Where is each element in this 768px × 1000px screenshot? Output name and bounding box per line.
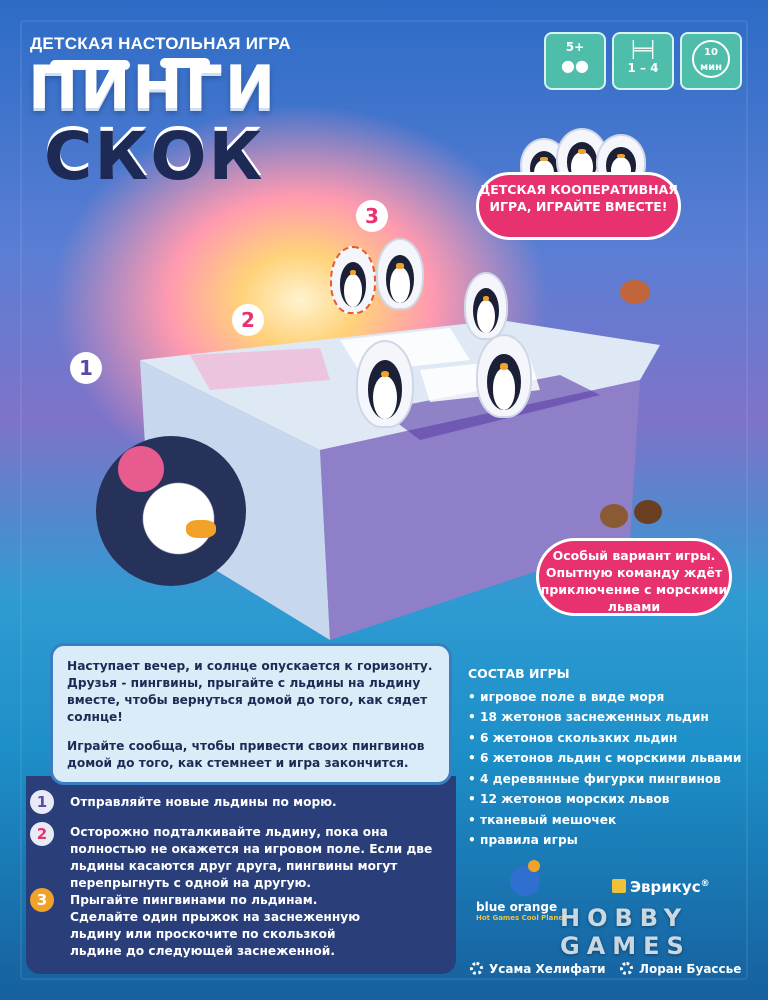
earmuff <box>118 446 164 492</box>
sea-lion-token <box>600 504 628 528</box>
family-icon: ●● <box>561 56 589 75</box>
clock-icon <box>692 40 730 78</box>
contents-item: • тканевый мешочек <box>468 810 748 831</box>
step-number: 3 <box>30 888 54 912</box>
watermark-line: GAMES <box>560 932 691 960</box>
sea-lion-token <box>634 500 662 524</box>
coop-bubble: ДЕТСКАЯ КООПЕРАТИВНАЯ ИГРА, ИГРАЙТЕ ВМЕСТЕ! <box>476 172 681 240</box>
author-name: Лоран Буассье <box>639 962 742 976</box>
age-value: 5+ <box>565 40 585 54</box>
registered-mark: ® <box>700 879 710 889</box>
step-marker-2: 2 <box>232 304 264 336</box>
penguin-figure <box>356 340 414 428</box>
contents-list <box>468 664 748 851</box>
publisher-name: Эврикус <box>630 878 701 896</box>
contents-item: • 12 жетонов морских львов <box>468 789 748 810</box>
mascot-penguin <box>96 436 246 586</box>
evrikus-face-icon <box>612 879 626 893</box>
intro-paragraph-2: Играйте сообща, чтобы привести своих пингвинов домой до того, как стемнеет и игра закончится. <box>67 739 425 770</box>
gear-icon <box>620 962 633 975</box>
sealion-bubble: Особый вариант игры. Опытную команду ждёт приключение с морскими львами <box>536 538 732 616</box>
players-value: 1 – 4 <box>627 61 659 75</box>
author-credit <box>470 962 606 976</box>
publisher-name: blue orange <box>476 900 558 914</box>
step-marker-1: 1 <box>70 352 102 384</box>
age-badge <box>544 32 606 90</box>
author-name: Усама Хелифати <box>489 962 606 976</box>
intro-paragraph-1: Наступает вечер, и солнце опускается к горизонту. Друзья - пингвины, прыгайте с льдины на льдину вместе, чтобы вернуться домой до того, как сядет солнце! <box>67 659 433 724</box>
players-icon: ╞═╡ <box>628 40 658 59</box>
sea-lion-top <box>620 280 650 304</box>
players-badge <box>612 32 674 90</box>
publisher-tagline: Hot Games Cool Planet <box>476 914 567 922</box>
penguin-figure <box>464 272 508 340</box>
time-value: 10 мин <box>699 47 723 73</box>
penguin-figure-ghost <box>330 246 376 314</box>
hobby-games-watermark <box>560 904 691 960</box>
publisher-blue-orange <box>476 900 567 922</box>
contents-item: • правила игры <box>468 830 748 851</box>
contents-item: • 6 жетонов льдин с морскими львами <box>468 748 748 769</box>
time-badge <box>680 32 742 90</box>
logo-line2: СКОК <box>44 118 265 195</box>
step-text: Осторожно подталкивайте льдину, пока она полностью не окажется на игровом поле. Если две льдины касаются друг друга, пингвины могут перепрыгнуть с одной на другую. <box>70 825 433 890</box>
contents-item: • 4 деревянные фигурки пингвинов <box>468 769 748 790</box>
author-credit <box>620 962 741 976</box>
penguin-figure <box>476 334 532 418</box>
step-marker-3: 3 <box>356 200 388 232</box>
logo-line1: ПИНГИ <box>28 53 278 123</box>
contents-item: • 18 жетонов заснеженных льдин <box>468 707 748 728</box>
step-number: 2 <box>30 822 54 846</box>
subtitle: ДЕТСКАЯ НАСТОЛЬНАЯ ИГРА <box>30 34 291 53</box>
intro-panel <box>50 643 452 785</box>
publisher-evrikus <box>612 878 710 896</box>
watermark-line: HOBBY <box>560 904 689 932</box>
step-text: Прыгайте пингвинами по льдинам. Сделайте один прыжок на заснеженную льдину или проскочите по скользкой льдине до следующей заснеженной. <box>70 893 361 958</box>
logo-leaf-icon <box>528 860 540 872</box>
penguin-figure <box>376 238 424 310</box>
contents-item: • игровое поле в виде моря <box>468 687 748 708</box>
contents-item: • 6 жетонов скользких льдин <box>468 728 748 749</box>
contents-heading: СОСТАВ ИГРЫ <box>468 666 570 681</box>
step-text: Отправляйте новые льдины по морю. <box>70 795 337 809</box>
gear-icon <box>470 962 483 975</box>
mascot-beak <box>186 520 216 538</box>
step-number: 1 <box>30 790 54 814</box>
